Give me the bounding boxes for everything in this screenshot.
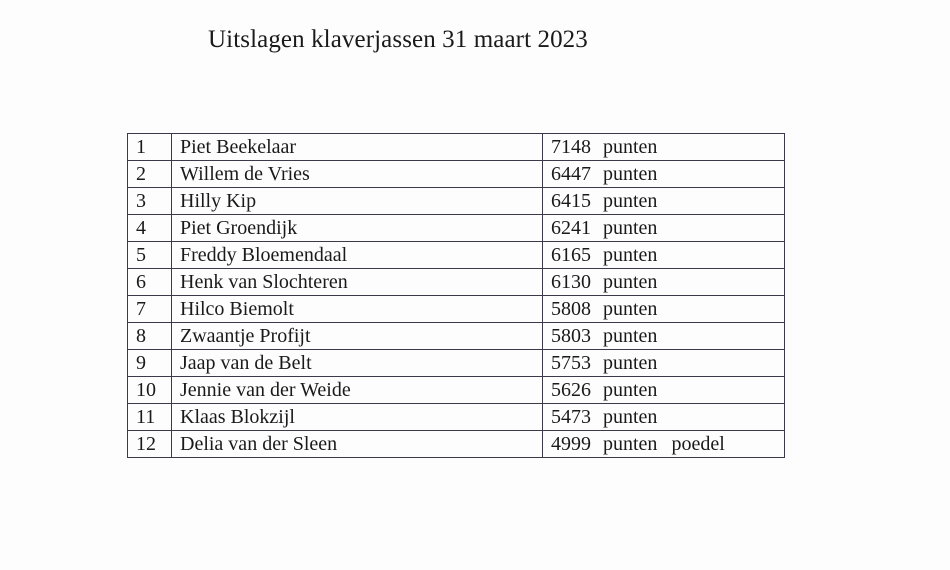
score-cell [543,134,785,161]
table-row [128,323,785,350]
player-name-cell: Hilly Kip [172,188,543,215]
score-value: 5753 [551,352,591,374]
player-name-cell: Willem de Vries [172,161,543,188]
player-name-cell: Delia van der Sleen [172,431,543,458]
score-value: 4999 [551,433,591,455]
rank-cell: 7 [128,296,172,323]
score-unit: punten [603,244,658,266]
score-note: poedel [671,433,725,455]
player-name-cell: Henk van Slochteren [172,269,543,296]
player-name-cell: Freddy Bloemendaal [172,242,543,269]
player-name-cell: Piet Beekelaar [172,134,543,161]
rank-cell: 3 [128,188,172,215]
score-cell [543,269,785,296]
score-cell [543,350,785,377]
score-unit: punten [603,163,658,185]
player-name-cell: Zwaantje Profijt [172,323,543,350]
table-row [128,296,785,323]
table-row [128,242,785,269]
results-table-body [128,134,785,458]
table-row [128,269,785,296]
rank-cell: 9 [128,350,172,377]
score-cell [543,215,785,242]
score-cell [543,161,785,188]
score-unit: punten [603,325,658,347]
score-unit: punten [603,136,658,158]
score-cell [543,296,785,323]
rank-cell: 5 [128,242,172,269]
score-unit: punten [603,379,658,401]
rank-cell: 11 [128,404,172,431]
results-table [127,133,785,458]
score-value: 6241 [551,217,591,239]
player-name-cell: Jaap van de Belt [172,350,543,377]
score-value: 5473 [551,406,591,428]
page-title: Uitslagen klaverjassen 31 maart 2023 [208,26,588,53]
rank-cell: 10 [128,377,172,404]
player-name-cell: Jennie van der Weide [172,377,543,404]
player-name-cell: Piet Groendijk [172,215,543,242]
rank-cell: 6 [128,269,172,296]
score-unit: punten [603,271,658,293]
player-name-cell: Klaas Blokzijl [172,404,543,431]
table-row [128,134,785,161]
score-cell [543,188,785,215]
table-row [128,215,785,242]
score-value: 5626 [551,379,591,401]
score-value: 5808 [551,298,591,320]
player-name-cell: Hilco Biemolt [172,296,543,323]
score-cell [543,323,785,350]
score-unit: punten [603,406,658,428]
score-value: 5803 [551,325,591,347]
score-cell [543,431,785,458]
rank-cell: 1 [128,134,172,161]
rank-cell: 8 [128,323,172,350]
score-value: 7148 [551,136,591,158]
score-cell [543,242,785,269]
table-row [128,161,785,188]
rank-cell: 4 [128,215,172,242]
score-value: 6130 [551,271,591,293]
rank-cell: 12 [128,431,172,458]
score-unit: punten [603,352,658,374]
score-cell [543,377,785,404]
score-value: 6447 [551,163,591,185]
table-row [128,431,785,458]
table-row [128,404,785,431]
score-value: 6165 [551,244,591,266]
table-row [128,350,785,377]
score-value: 6415 [551,190,591,212]
table-row [128,377,785,404]
score-unit: punten [603,190,658,212]
table-row [128,188,785,215]
score-cell [543,404,785,431]
score-unit: punten [603,298,658,320]
score-unit: punten [603,217,658,239]
rank-cell: 2 [128,161,172,188]
score-unit: punten [603,433,658,455]
